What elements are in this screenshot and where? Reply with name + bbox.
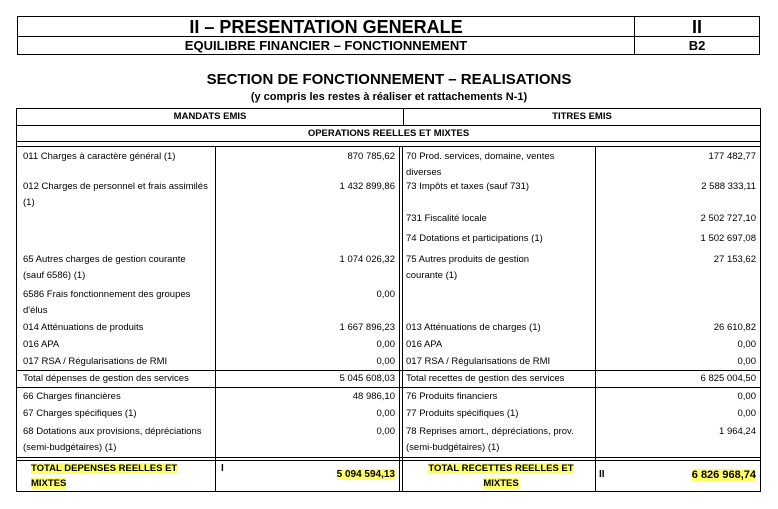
left-fin-value: 48 986,10 bbox=[352, 391, 395, 402]
left-row-value: 870 785,62 bbox=[347, 151, 395, 162]
right-fin-label: 76 Produits financiers bbox=[406, 391, 498, 402]
col-divider bbox=[595, 146, 596, 491]
total-depenses-code: I bbox=[221, 463, 224, 474]
right-row-label: 70 Prod. services, domaine, ventes diverses bbox=[406, 151, 555, 178]
right-fin-value: 0,00 bbox=[737, 391, 756, 402]
left-row-label: 012 Charges de personnel et frais assimilés (1) bbox=[23, 181, 208, 208]
right-row-value: 0,00 bbox=[737, 356, 756, 367]
left-row-label: 014 Atténuations de produits bbox=[23, 322, 144, 333]
header-subtitle-row bbox=[18, 37, 759, 54]
col-header-mandats: MANDATS EMIS bbox=[173, 111, 247, 122]
left-fin-value: 0,00 bbox=[376, 426, 395, 437]
right-row-value: 26 610,82 bbox=[713, 322, 756, 333]
header-title-row bbox=[18, 17, 759, 37]
right-row-label: 731 Fiscalité locale bbox=[406, 213, 487, 224]
realisations-table bbox=[16, 108, 761, 492]
total-depenses-gestion-label: Total dépenses de gestion des services bbox=[23, 373, 189, 384]
right-row-label: 013 Atténuations de charges (1) bbox=[406, 322, 541, 333]
total-depenses-reelles-label: TOTAL DEPENSES REELLES ET MIXTES bbox=[31, 463, 178, 489]
left-fin-label: 68 Dotations aux provisions, dépréciations (semi-budgétaires) (1) bbox=[23, 426, 202, 453]
section-subtitle: (y compris les restes à réaliser et rattachements N-1) bbox=[250, 91, 528, 103]
page-title: II – PRESENTATION GENERALE bbox=[18, 17, 635, 36]
total-recettes-gestion-label: Total recettes de gestion des services bbox=[406, 373, 565, 384]
left-row-value: 1 074 026,32 bbox=[339, 254, 395, 265]
page-subtitle-code: B2 bbox=[688, 38, 706, 53]
left-fin-value: 0,00 bbox=[376, 408, 395, 419]
right-row-label: 74 Dotations et participations (1) bbox=[406, 233, 543, 244]
total-recettes-reelles-value: 6 826 968,74 bbox=[691, 469, 756, 481]
row-divider bbox=[17, 146, 760, 147]
total-depenses-reelles-value: 5 094 594,13 bbox=[336, 469, 395, 480]
col-divider bbox=[215, 146, 216, 491]
left-row-label: 011 Charges à caractère général (1) bbox=[23, 151, 176, 162]
total-recettes-code: II bbox=[599, 469, 605, 480]
total-recettes-reelles-label: TOTAL RECETTES REELLES ET MIXTES bbox=[428, 463, 574, 489]
section-title: SECTION DE FONCTIONNEMENT – REALISATIONS bbox=[206, 71, 572, 88]
left-row-label: 016 APA bbox=[23, 339, 60, 350]
col-divider bbox=[399, 146, 400, 491]
ops-header: OPERATIONS REELLES ET MIXTES bbox=[307, 128, 470, 139]
left-row-label: 017 RSA / Régularisations de RMI bbox=[23, 356, 168, 367]
right-row-label: 73 Impôts et taxes (sauf 731) bbox=[406, 181, 530, 192]
right-row-value: 0,00 bbox=[737, 339, 756, 350]
page-title-code: II bbox=[691, 17, 702, 37]
left-fin-label: 67 Charges spécifiques (1) bbox=[23, 408, 137, 419]
left-row-value: 1 432 899,86 bbox=[339, 181, 395, 192]
right-row-value: 2 502 727,10 bbox=[700, 213, 756, 224]
total-depenses-gestion-value: 5 045 608,03 bbox=[339, 373, 395, 384]
left-fin-label: 66 Charges financières bbox=[23, 391, 121, 402]
right-row-value: 2 588 333,11 bbox=[701, 181, 756, 192]
right-row-value: 27 153,62 bbox=[713, 254, 756, 265]
right-row-value: 1 502 697,08 bbox=[700, 233, 756, 244]
row-divider bbox=[17, 387, 760, 388]
right-fin-label: 77 Produits spécifiques (1) bbox=[406, 408, 519, 419]
left-row-label: 6586 Frais fonctionnement des groupes d'élus bbox=[23, 289, 191, 316]
total-recettes-gestion-value: 6 825 004,50 bbox=[700, 373, 756, 384]
left-row-value: 1 667 896,23 bbox=[339, 322, 395, 333]
right-row-label: 75 Autres produits de gestion courante (1) bbox=[406, 254, 530, 281]
header-box bbox=[17, 16, 760, 55]
right-fin-value: 1 964,24 bbox=[719, 426, 756, 437]
right-row-label: 016 APA bbox=[406, 339, 443, 350]
left-row-value: 0,00 bbox=[376, 356, 395, 367]
col-header-titres: TITRES EMIS bbox=[552, 111, 612, 122]
right-row-value: 177 482,77 bbox=[708, 151, 756, 162]
row-divider bbox=[17, 457, 760, 458]
right-fin-label: 78 Reprises amort., dépréciations, prov. (semi-budgétaires) (1) bbox=[406, 426, 574, 453]
left-row-value: 0,00 bbox=[376, 289, 395, 300]
right-row-label: 017 RSA / Régularisations de RMI bbox=[406, 356, 551, 367]
col-divider bbox=[402, 146, 403, 491]
page-subtitle: EQUILIBRE FINANCIER – FONCTIONNEMENT bbox=[18, 37, 635, 54]
left-row-label: 65 Autres charges de gestion courante (sauf 6586) (1) bbox=[23, 254, 186, 281]
left-row-value: 0,00 bbox=[376, 339, 395, 350]
right-fin-value: 0,00 bbox=[737, 408, 756, 419]
